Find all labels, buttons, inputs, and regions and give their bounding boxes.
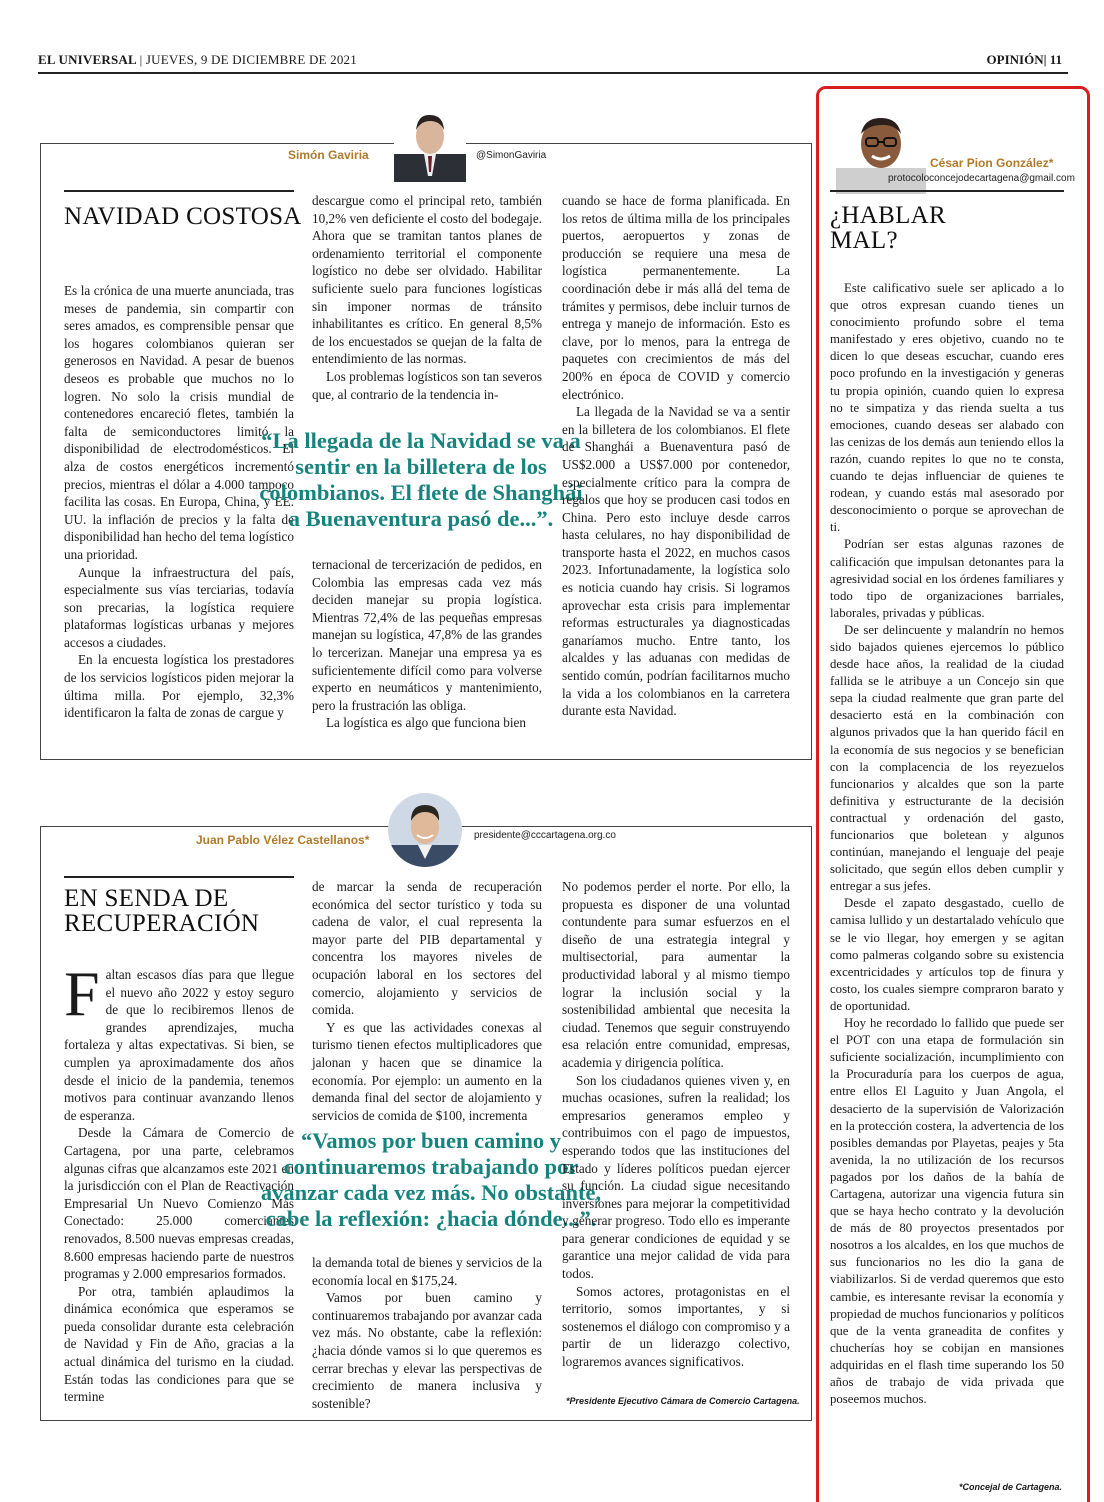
paragraph: No podemos perder el norte. Por ello, la propuesta es disponer de una voluntad contundente para sumar esfuerzos en el diseño de una estrategia integral y multisectorial, para aumentar la productividad laboral y al mismo tiempo lograr la inclusión social y la sostenibilidad ambiental que necesita la ciudad. Tenemos que seguir construyendo esa relación entre comunidad, empresas, academia y dirigencia política. [562,879,790,1070]
masthead-rule [38,72,1068,74]
article-2-pull-quote: “Vamos por buen camino y continuaremos trabajando por avanzar cada vez más. No obstante, cabe la reflexión: ¿hacia dónde...”. [260,1128,602,1231]
article-3-footnote: *Concejal de Cartagena. [958,1482,1062,1492]
paragraph: Somos actores, protagonistas en el territorio, somos importantes, y si sostenemos el diálogo con compromiso y a partir de un liderazgo colectivo, lograremos avances significativos. [562,1283,790,1370]
drop-cap: F [64,958,100,1029]
paragraph: Desde el zapato desgastado, cuello de camisa lullido y un destartalado vehículo que se le vio llegar, hoy emergen y se agitan como palmeras colgando sobre su existencia excentricidades y artículos top de finura y costo, los cuales siempre compraron barato y de oportunidad. [830,896,1064,1013]
article-2-col-2-top [312,878,542,1124]
issue-date: | JUEVES, 9 DE DICIEMBRE DE 2021 [139,52,357,67]
article-2-title-rule [64,876,294,878]
article-3-body [830,280,1064,1408]
article-3-author: César Pion González* [930,156,1054,170]
paragraph: La llegada de la Navidad se va a sentir en la billetera de los colombianos. El flete de Shanghái a Buenaventura pasó de US$2.000 a US$7.000 por contenedor, especialmente crítico para la compra de regalos que hoy se producen casi todos en China. Pero esto incluye desde carros hasta celulares, no hay disponibilidad de transporte hasta el 2022, en muchos casos 2023. Infortunadamente, la logística solo es noticia cuando hay crisis. Si logramos aprovechar esta crisis para implementar reformas estructurales ya diagnosticadas ganaríamos mucho. Entre tanto, los alcaldes y las aduanas con medidas de sentido común, podrían facilitarnos mucho la vida a los colombianos en la carretera durante esta Navidad. [562,404,790,719]
paragraph: Los problemas logísticos son tan severos que, al contrario de la tendencia in- [312,368,542,402]
paragraph: ternacional de tercerización de pedidos, en Colombia las empresas cada vez más deciden manejar su propia logística. Mientras 72,4% de las pequeñas empresas manejan su logística, 47,8% de las grandes lo tercerizan. Manejar una empresa ya es suficientemente difícil como para volverse experto en neumáticos y mantenimiento, pero la frustración las obliga. [312,557,542,713]
paragraph: Aunque la infraestructura del país, especialmente sus vías terciarias, todavía son precarias, la logística requiere plataformas logísticas urbanas y mejores accesos a ciudades. [64,564,294,650]
paragraph: Por otra, también aplaudimos la dinámica económica que esperamos se pueda consolidar durante esta celebración de Navidad y Fin de Año, gracias a la actual dinámica del turismo en la ciudad. Están todas las condiciones para que se termine [64,1283,294,1405]
paper-name: EL UNIVERSAL [38,52,137,67]
article-3-title [830,203,946,253]
article-2-author: Juan Pablo Vélez Castellanos* [196,833,370,847]
article-1-handle[interactable]: @SimonGaviria [476,150,547,161]
masthead-left [38,52,357,68]
paragraph: Este calificativo suele ser aplicado a lo que otros expresan cuando tienes un conocimiento profundo sobre el tema manifestado y eres objetivo, cuando no te dicen lo que deseas escuchar, cuando eres poco profundo en la investigación y generas tu propia opinión, cuando quien lo expresa no te simpatiza y das rienda suelta a tus emociones, cuando deseas ser alabado con las cenizas de los demás aun teniendo ellos la razón, cuando repites lo que no te consta, cuando te dejas influenciar de quienes te rodean, y cuando estás mal asesorado por desconocimiento o porque se aprovechan de ti. [830,281,1064,535]
paragraph: de marcar la senda de recuperación económica del sector turístico y toda su cadena de valor, el cual representa la mayor parte del PIB departamental y concentra los mayores niveles de ocupación laboral en los sectores del comercio, alojamiento y servicios de comida. [312,879,542,1018]
paragraph: Vamos por buen camino y continuaremos trabajando por avanzar cada vez más. No obstante, cabe la reflexión: ¿hacia dónde vamos si lo que queremos es cerrar brechas y elevar las perspectivas de crecimiento de manera inclusiva y sostenible? [312,1290,542,1411]
article-1-col-2-bottom [312,556,542,732]
article-3-email[interactable]: protocoloconcejodecartagena@gmail.com [888,173,1075,184]
paragraph: De ser delincuente y malandrín no hemos sido bajados quienes ejercemos lo público desde hace años, la realidad de la ciudad fallida se le atribuye a un Concejo sin que sepa la ciudad realmente que gran parte del desacierto está en la combinación con algunos privados que la han querido fácil en la economía de sus negocios y se benefician con la complacencia de los reyezuelos funcionarios y alcaldes que son la parte definitiva y estructurante de la decisión contractual y ordenación del gasto, funcionarios que boletean y algunos continúan, manejando el lenguaje del peaje solicitado, que según ellos deben cumplir y entregar a sus jefes. [830,622,1064,894]
article-2-title [64,886,259,936]
paragraph: Desde la Cámara de Comercio de Cartagena, por una parte, celebramos algunas cifras que alcanzamos este 2021 en la jurisdicción con el Plan de Reactivación Empresarial Un Nuevo Comienzo Más Conectado: 25.000 comerciantes renovados, 8.500 nuevas empresas creadas, 8.600 empresas haciendo parte de nuestros programas y 2.000 empresarios formados. [64,1125,294,1282]
article-2-col-2-bottom [312,1254,542,1412]
author-photo-juan-pablo-velez [388,793,462,867]
article-1-title-rule [64,190,294,192]
paragraph: descargue como el principal reto, también 10,2% ven deficiente el costo del bodegaje. Ahora que se tramitan tantos planes de ordenamiento territorial el componente logístico no debe ser olvidado. Habilitar suficiente suelo para funciones logísticas sin imponer normas de tránsito inhabilitantes es crítico. En general 8,5% de los encuestados se quejan de la falta de entendimiento de las normas. [312,193,542,367]
paragraph: la demanda total de bienes y servicios de la economía local en $175,24. [312,1255,542,1288]
paragraph: La logística es algo que funciona bien [326,715,526,731]
section-label: OPINIÓN| 11 [986,52,1062,67]
article-3-title-rule [830,190,1064,192]
paragraph: Son los ciudadanos quienes viven y, en muchas ocasiones, sufren la realidad; los empresarios generamos empleo y contribuimos con el pago de impuestos, esperando todos que las instituciones del Estado y líderes políticos puedan ejercer su función. La ciudad sigue necesitando inversiones para mejorar la competitividad y generar progreso. Todo ello es imperante para generar condiciones de equidad y se garantice una mejor calidad de vida para todos. [562,1072,790,1282]
article-2-col-3 [562,878,790,1371]
author-photo-simon-gaviria [394,106,466,182]
paragraph: En la encuesta logística los prestadores de los servicios logísticos piden mejorar la última milla. Por ejemplo, 32,3% identificaron la falta de zonas de cargue y [64,652,294,721]
title-line: RECUPERACIÓN [64,910,260,937]
paragraph-text: altan escasos días para que llegue el nuevo año 2022 y estoy seguro de que lo recibiremos llenos de grandes aprendizajes, mucha fortaleza y altas expectativas. Si bien, se cumplen ya aproximadamente dos años desde el inicio de la pandemia, tenemos motivos para continuar avanzando llenos de esperanza. [64,967,294,1123]
title-line: ¿HABLAR [830,202,946,229]
title-line: MAL? [830,227,898,254]
article-1-title: NAVIDAD COSTOSA [64,203,302,230]
article-2-footnote: *Presidente Ejecutivo Cámara de Comercio Cartagena. [566,1396,800,1406]
paragraph: Y es que las actividades conexas al turismo tienen efectos multiplicadores que jalonan y hacen que se dinamice la economía. Por ejemplo: un aumento en la demanda final del sector de alojamiento y servicios de comida de $100, incrementa [312,1019,542,1123]
article-1-author: Simón Gaviria [288,148,369,162]
paragraph: Es la crónica de una muerte anunciada, tras meses de pandemia, sin compartir con seres amados, es comprensible pensar que los hogares colombianos quieran ser generosos en Navidad. A pesar de buenos deseos es probable que muchos no lo logren. No solo la crisis mundial de contenedores encareció fletes, también la falta de semiconductores limitó la disponibilidad de electrodomésticos. El alza de costos energéticos incrementó precios, mientras el dólar a 4.000 tampoco facilita las cosas. En Europa, China, y EE. UU. la inflación de precios y la falta de disponibilidad han hecho del tema logístico una prioridad. [64,283,294,562]
paragraph: Hoy he recordado lo fallido que puede ser el POT con una etapa de formulación sin suficiente socialización, incumplimiento con la Procuraduría para los cuerpos de agua, entre ellos El Laguito y Juan Angola, el desacierto de la supervisión de Valorización en la protección costera, la advertencia de los posibles demandas por Playetas, peajes y 5ta avenida, la no utilización de los recursos pagados por los daños de la bahía de Cartagena, autorizar una vigencia futura sin que se haya hecho contrato y la devolución de más de 80 proyectos presentados por nosotros a los alcaldes, en los que muchos de sus funcionarios no les dio la gana de viabilizarlos. Si de verdad queremos que esto cambie, es interesante revisar la economía y propiedad de muchos funcionarios y políticos que de la venta graneadita de confites y chucherías hoy se cobijan en mansiones adquiridas en el flash time superando los 50 años de trabajo de vida privada que poseemos muchos. [830,1016,1064,1407]
article-1-pull-quote: “La llegada de la Navidad se va a sentir en la billetera de los colombianos. El flete de Shanghái a Buenaventura pasó de...”. [259,428,583,531]
article-1-col-3 [562,192,790,720]
title-line: EN SENDA DE [64,885,229,912]
paragraph: cuando se hace de forma planificada. En los retos de última milla de los principales puertos, aeropuertos y zonas de producción se requiere una mesa de logística permanentemente. La coordinación debe ir más allá del tema de trámites y permisos, debe incluir turnos de entrega y manejo de información. Esto es clave, por lo menos, para la entrega de paquetes con crecimientos de más del 200% en época de COVID y comercio electrónico. [562,193,790,402]
article-2-email[interactable]: presidente@cccartagena.org.co [474,830,616,841]
paragraph: Podrían ser estas algunas razones de calificación que impulsan detonantes para la agresividad social en los órdenes familiares y todo tipo de organizaciones barriales, laborales, privadas y públicas. [830,537,1064,620]
paragraph [64,958,294,1124]
article-1-col-2-top [312,192,542,403]
